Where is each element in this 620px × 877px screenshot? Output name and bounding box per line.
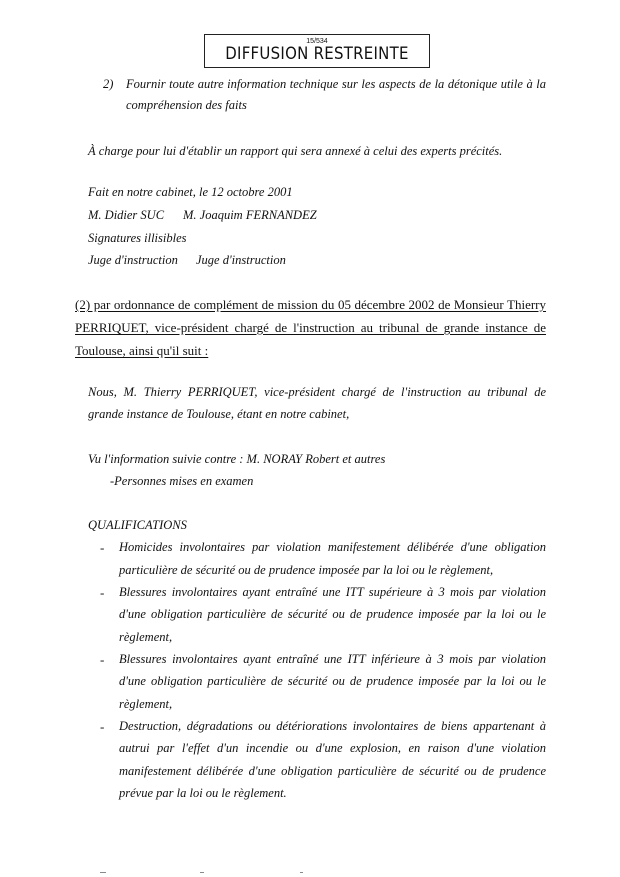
qualification-4-line2: autrui par l'effet d'un incendie ou d'une explosion, en raison d'une violation (119, 741, 546, 755)
ordonnance-line3: Toulouse, ainsi qu'il suit : (75, 343, 209, 358)
scan-mark (100, 872, 106, 873)
judge-name-1: M. Didier SUC (88, 208, 165, 222)
qualification-3-line2: d'une obligation particulière de sécurité ou de prudence imposée par la loi ou le (119, 674, 546, 688)
charge-paragraph: À charge pour lui d'établir un rapport qui sera annexé à celui des experts précités. (88, 144, 503, 158)
vu-line1: Vu l'information suivie contre : M. NORAY Robert et autres (88, 452, 386, 466)
restricted-distribution-stamp (204, 34, 430, 68)
qualification-2-line2: d'une obligation particulière de sécurité ou de prudence imposée par la loi ou le (119, 607, 546, 621)
judge-role-1: Juge d'instruction (88, 253, 178, 267)
judge-name-2: M. Joaquim FERNANDEZ (183, 208, 317, 222)
qualification-3-line3: règlement, (119, 697, 173, 711)
qualification-4-line4: prévue par la loi ou le règlement. (119, 786, 287, 800)
qualification-1-line1: Homicides involontaires par violation manifestement délibérée d'une obligation (119, 540, 546, 554)
nous-line2: grande instance de Toulouse, étant en notre cabinet, (88, 407, 350, 421)
scan-mark (200, 872, 204, 873)
bullet-dash: - (100, 719, 105, 734)
qualification-4-line1: Destruction, dégradations ou détériorations involontaires de biens appartenant à (119, 719, 546, 733)
bullet-dash: - (100, 540, 105, 555)
qualification-2-line3: règlement, (119, 630, 173, 644)
stamp-label: DIFFUSION RESTREINTE (225, 44, 409, 64)
qualification-2-line1: Blessures involontaires ayant entraîné une ITT supérieure à 3 mois par violation (119, 585, 546, 599)
page-number: 15/534 (306, 38, 328, 45)
item2-number: 2) (103, 77, 114, 91)
scan-mark (300, 872, 303, 873)
vu-line2: -Personnes mises en examen (110, 474, 254, 488)
signatures-note: Signatures illisibles (88, 231, 187, 245)
qualification-1-line2: particulière de sécurité ou de prudence imposée par la loi ou le règlement, (119, 563, 494, 577)
judge-role-2: Juge d'instruction (196, 253, 286, 267)
ordonnance-line1: (2) par ordonnance de complément de mission du 05 décembre 2002 de Monsieur Thierry (75, 297, 546, 312)
bullet-dash: - (100, 652, 105, 667)
date-line: Fait en notre cabinet, le 12 octobre 2001 (88, 185, 293, 199)
item2-line2: compréhension des faits (126, 98, 247, 112)
item2-line1: Fournir toute autre information technique sur les aspects de la détonique utile à la (126, 77, 546, 91)
bullet-dash: - (100, 585, 105, 600)
qualification-4-line3: manifestement délibérée d'une obligation particulière de sécurité ou de prudence (119, 764, 546, 778)
ordonnance-line2: PERRIQUET, vice-président chargé de l'instruction au tribunal de grande instance de (75, 320, 546, 335)
qualification-3-line1: Blessures involontaires ayant entraîné une ITT inférieure à 3 mois par violation (119, 652, 546, 666)
nous-line1: Nous, M. Thierry PERRIQUET, vice-président chargé de l'instruction au tribunal de (88, 385, 546, 399)
qualifications-heading: QUALIFICATIONS (88, 518, 187, 532)
